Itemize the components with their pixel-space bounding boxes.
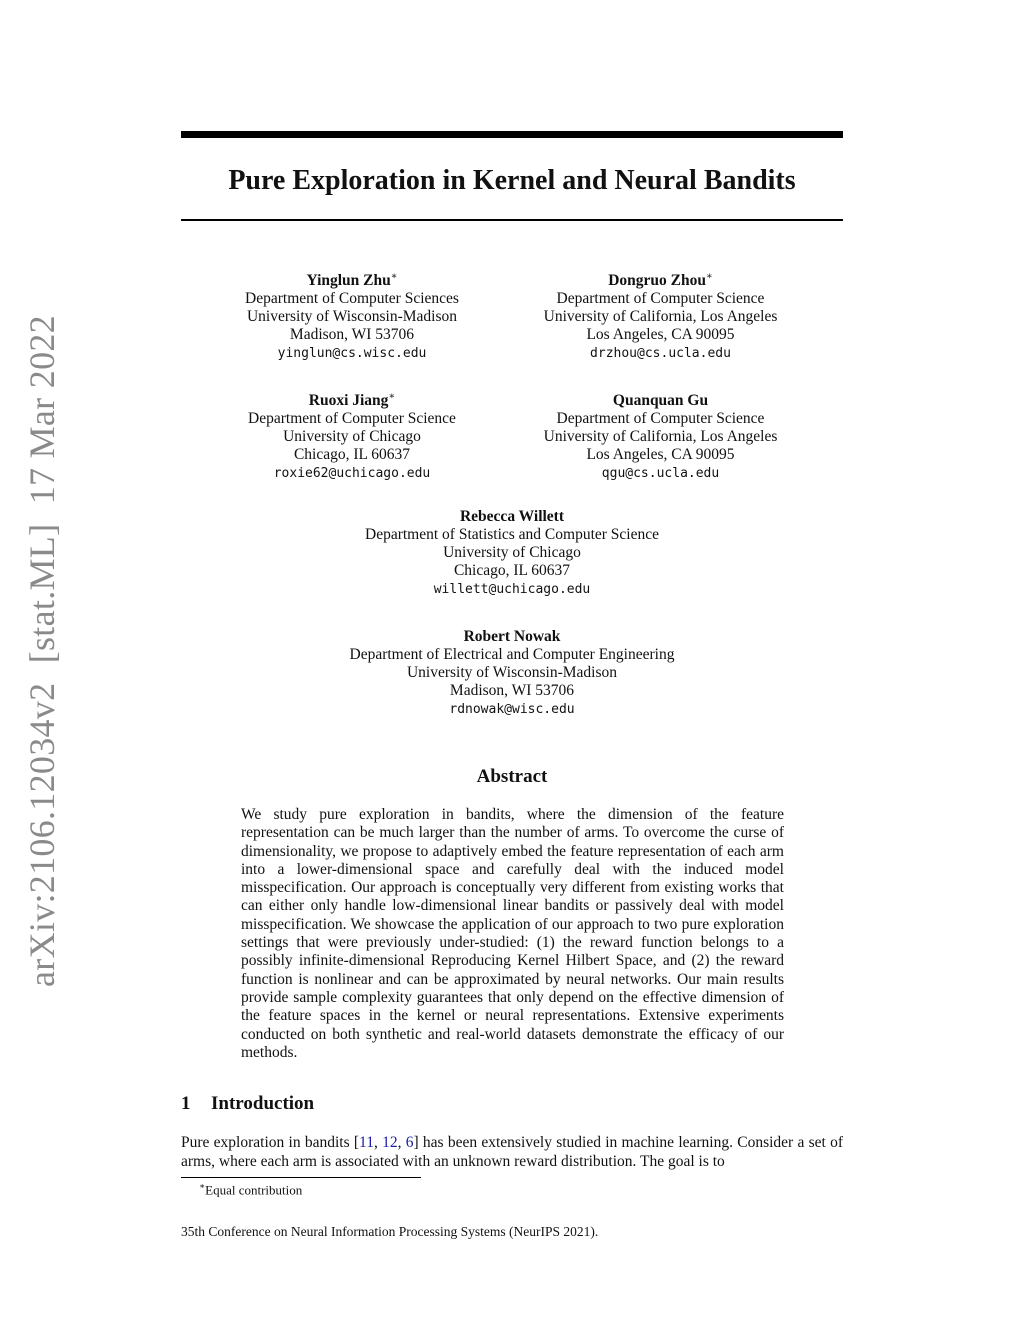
author-dept: Department of Statistics and Computer Science — [365, 526, 659, 543]
title-top-rule — [181, 131, 843, 138]
author-location: Chicago, IL 60637 — [293, 446, 411, 464]
author-mark: ∗ — [390, 271, 398, 282]
footnote-rule — [181, 1177, 421, 1178]
author-email: qgu@cs.ucla.edu — [601, 466, 720, 482]
arxiv-stamp — [21, 310, 63, 992]
title-bottom-rule — [181, 219, 843, 221]
footnote — [199, 1181, 302, 1198]
intro-text-end: ] has been extensively studied in machine learning. Consider a set of arms, where each arm is associated with an unknown reward distribution. The goal is to — [181, 1134, 843, 1170]
arxiv-id: arXiv:2106.12034v2 — [22, 682, 62, 987]
author-name: Dongruo Zhou — [608, 272, 706, 290]
author-dept: Department of Computer Science — [248, 410, 456, 428]
intro-paragraph: Pure exploration in bandits [11, 12, 6] has been extensively studied in machine learning. Consider a set of arms, where each arm is associated with an unknown reward distribution. The goal is to — [181, 1134, 843, 1170]
section-title: Introduction — [211, 1093, 315, 1114]
author-block — [201, 268, 503, 363]
paper-title: Pure Exploration in Kernel and Neural Bandits — [228, 165, 796, 196]
author-name: Quanquan Gu — [612, 392, 709, 410]
author-univ: University of Wisconsin-Madison — [246, 308, 458, 326]
intro-text-start: Pure exploration in bandits [ — [181, 1134, 360, 1151]
author-location: Los Angeles, CA 90095 — [586, 326, 735, 344]
author-dept: Department of Computer Sciences — [245, 290, 459, 308]
author-email: roxie62@uchicago.edu — [273, 466, 431, 482]
abstract-body: We study pure exploration in bandits, where the dimension of the feature representation can be much larger than the number of arms. To overcome the curse of dimensionality, we propose to adaptively embed the feature representation of each arm into a lower-dimensional space and carefully deal with the induced model misspecification. Our approach is conceptually very different from existing works that can either only handle low-dimensional linear bandits or passively deal with model misspecification. We showcase the application of our approach to two pure exploration settings that were previously under-studied: (1) the reward function belongs to a possibly infinite-dimensional Reproducing Kernel Hilbert Space, and (2) the reward function is nonlinear and can be approximated by neural networks. Our main results provide sample complexity guarantees that only depend on the effective dimension of the feature spaces in the kernel or neural representations. Extensive experiments conducted on both synthetic and real-world datasets demonstrate the efficacy of our methods. — [241, 806, 784, 1061]
author-email: yinglun@cs.wisc.edu — [277, 346, 427, 362]
author-block — [312, 508, 712, 599]
section-number: 1 — [181, 1093, 191, 1114]
author-mark: ∗ — [388, 391, 396, 402]
author-name: Rebecca Willett — [459, 508, 565, 525]
author-univ: University of California, Los Angeles — [543, 428, 778, 446]
author-email: willett@uchicago.edu — [433, 582, 591, 597]
author-dept: Department of Computer Science — [556, 290, 765, 308]
author-univ: University of Chicago — [443, 544, 581, 561]
author-dept: Department of Computer Science — [556, 410, 765, 428]
author-location: Chicago, IL 60637 — [453, 562, 571, 579]
author-email: rdnowak@wisc.edu — [449, 702, 575, 717]
author-name: Ruoxi Jiang — [308, 392, 389, 410]
author-univ: University of California, Los Angeles — [543, 308, 778, 326]
author-name: Robert Nowak — [463, 628, 561, 645]
abstract-heading: Abstract — [476, 766, 548, 787]
venue-note: 35th Conference on Neural Information Processing Systems (NeurIPS 2021). — [181, 1224, 599, 1239]
author-dept: Department of Electrical and Computer Engineering — [349, 646, 675, 663]
author-location: Madison, WI 53706 — [289, 326, 415, 344]
author-block — [509, 268, 812, 363]
citation-link[interactable]: 11 — [359, 1134, 374, 1151]
author-univ: University of Wisconsin-Madison — [406, 664, 618, 681]
author-name: Yinglun Zhu — [306, 272, 391, 290]
author-location: Madison, WI 53706 — [449, 682, 575, 699]
arxiv-date: 17 Mar 2022 — [22, 315, 62, 505]
arxiv-category: [stat.ML] — [22, 523, 62, 664]
author-block — [312, 628, 712, 719]
author-location: Los Angeles, CA 90095 — [586, 446, 735, 464]
author-email: drzhou@cs.ucla.edu — [590, 346, 731, 362]
author-block — [201, 388, 503, 483]
author-mark: ∗ — [705, 271, 713, 282]
footnote-mark: ∗ — [199, 1181, 206, 1191]
author-block — [509, 388, 812, 483]
section-heading — [181, 1093, 314, 1115]
citation-link[interactable]: 6 — [405, 1134, 414, 1151]
citation-link[interactable]: 12 — [382, 1134, 398, 1151]
author-univ: University of Chicago — [283, 428, 421, 446]
footnote-text: Equal contribution — [205, 1182, 303, 1198]
